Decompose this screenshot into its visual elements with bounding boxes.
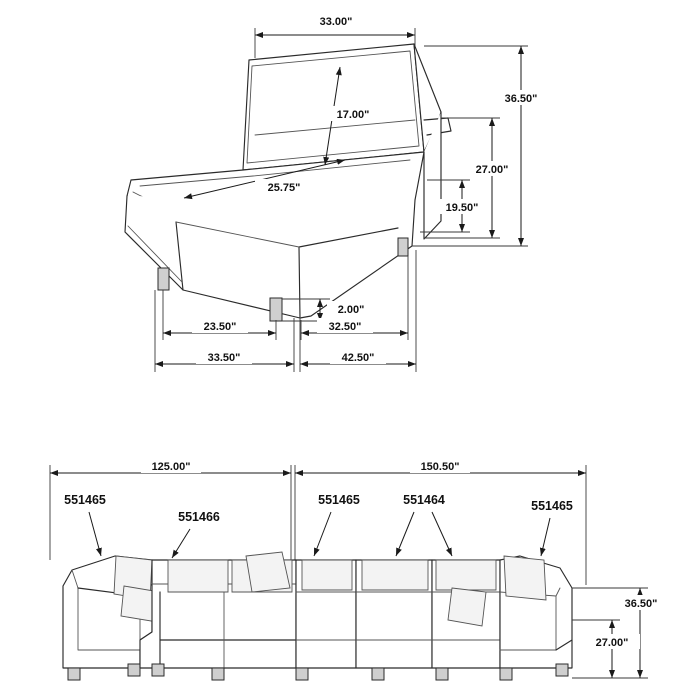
part-callout-right-arm bbox=[531, 499, 573, 556]
sectional-illustration bbox=[63, 552, 572, 680]
dim-label-overall-width-left: 33.50" bbox=[207, 352, 241, 364]
part-code-left-arm: 551465 bbox=[64, 493, 106, 507]
dim-overall-height-bottom bbox=[572, 588, 670, 678]
part-callout-armless bbox=[396, 493, 452, 556]
dim-label-overall-height-top: 36.50" bbox=[504, 93, 538, 105]
dim-label-back-height-bottom: 27.00" bbox=[595, 637, 629, 649]
dim-label-overall-height-bottom: 36.50" bbox=[624, 598, 658, 610]
part-callout-corner bbox=[314, 493, 360, 556]
dim-label-back-height-rear: 27.00" bbox=[475, 164, 509, 176]
part-code-loveseat: 551466 bbox=[178, 510, 220, 524]
dim-back-height-bottom bbox=[572, 620, 640, 678]
part-code-right-arm: 551465 bbox=[531, 499, 573, 513]
dim-label-overall-depth: 42.50" bbox=[341, 352, 375, 364]
part-code-armless: 551464 bbox=[403, 493, 445, 507]
dim-label-seat-height: 19.50" bbox=[445, 202, 479, 214]
dim-label-seat-width-inner: 23.50" bbox=[203, 321, 237, 333]
dim-label-back-height-interior: 17.00" bbox=[336, 109, 370, 121]
dim-label-left-span: 125.00" bbox=[151, 461, 191, 473]
dim-label-right-span: 150.50" bbox=[420, 461, 460, 473]
dim-label-seat-depth: 25.75" bbox=[267, 182, 301, 194]
dim-label-seat-width-top: 33.00" bbox=[319, 16, 353, 28]
dim-label-depth-inner: 32.50" bbox=[328, 321, 362, 333]
part-callout-loveseat bbox=[172, 510, 220, 558]
dim-label-leg-height: 2.00" bbox=[337, 304, 365, 316]
part-callout-left-arm bbox=[64, 493, 106, 556]
part-code-corner: 551465 bbox=[318, 493, 360, 507]
dim-left-span bbox=[50, 458, 291, 560]
